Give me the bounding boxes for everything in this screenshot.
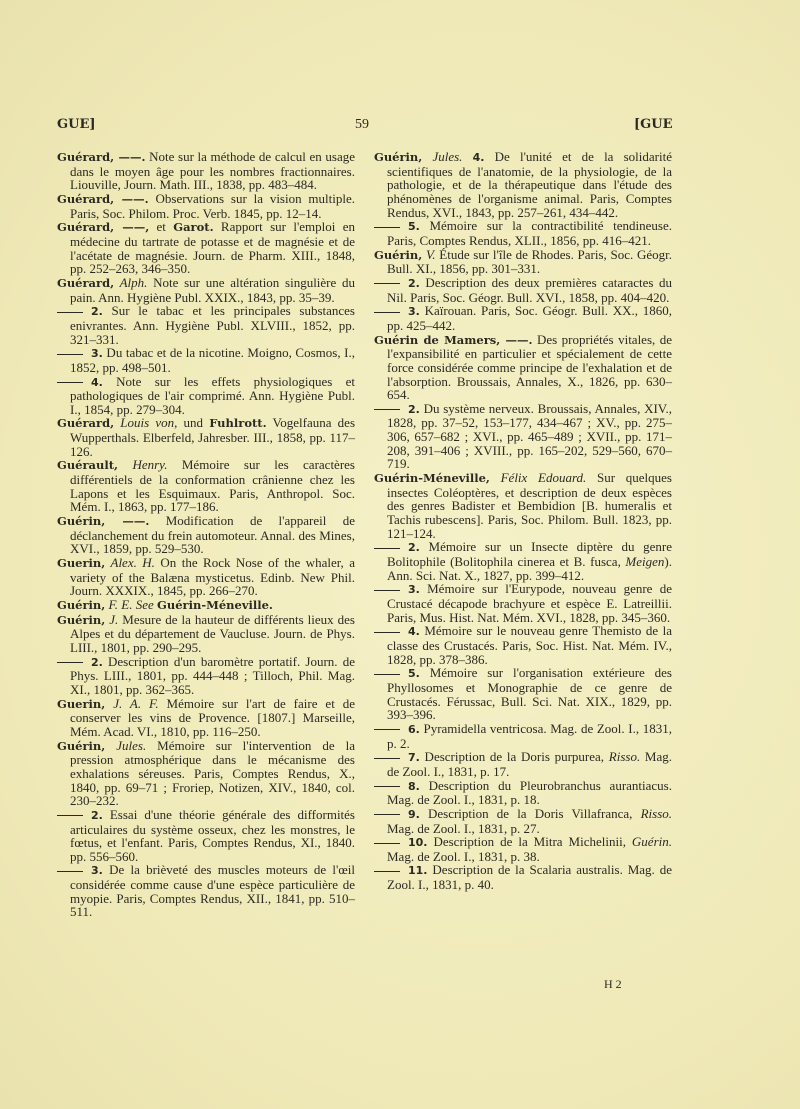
bibliography-entry	[57, 220, 355, 276]
ditto-rule	[374, 312, 400, 313]
bibliography-entry	[374, 666, 672, 722]
entry-text: On the Rock Nose of the whaler, a variety of the Balæna mysticetus. Edinb. New Phil. Journ. XXXIX., 1845, pp. 266–270.	[70, 555, 355, 599]
right-column	[374, 150, 672, 892]
author-name: Guérard,	[57, 416, 115, 431]
author-name: Guérin,	[374, 150, 423, 164]
entry-number: 7.	[408, 751, 420, 765]
bibliography-entry	[374, 304, 672, 332]
entry-text: et	[149, 219, 174, 235]
bibliography-entry	[57, 808, 355, 864]
author-name: Guérard, ——.	[57, 191, 149, 206]
entry-number: 2.	[91, 808, 103, 822]
italic-text: Jules.	[105, 737, 147, 753]
ditto-rule	[374, 227, 400, 228]
bibliography-entry	[374, 276, 672, 304]
entry-number: 8.	[408, 779, 420, 793]
bibliography-entry	[374, 722, 672, 750]
bibliography-entry	[57, 739, 355, 808]
entry-text: Des propriétés vitales, de l'expansibilité en particulier et spécialement de cette force considérée comme principe de l'exhalation et de l'absorption. Broussais, Annales, X., 1826, pp. 630–654.	[387, 331, 672, 403]
italic-text: Risso.	[640, 805, 672, 821]
author-name: Guérard, ——.	[57, 150, 146, 164]
entry-number: 2.	[408, 276, 420, 290]
bibliography-entry	[374, 779, 672, 807]
entry-text: Modification de l'appareil de déclanchement du frein automoteur. Annal. des Mines, XVI., 1859, pp. 529–530.	[70, 513, 355, 557]
italic-text: Henry.	[118, 457, 168, 473]
entry-text: Mémoire sur un Insecte diptère du genre Bolitophile (Bolitophila cinerea et B. fusca,	[387, 539, 672, 570]
bibliography-entry	[374, 402, 672, 471]
author-name: Guérin, ——.	[57, 514, 150, 529]
entry-text: Description d'un baromètre portatif. Journ. de Phys. LIII., 1801, pp. 444–448 ; Tilloch, Phil. Mag. XI., 1801, pp. 362–365.	[70, 653, 355, 697]
entry-text: Mémoire sur la contractibilité tendineuse. Paris, Comptes Rendus, XLII., 1856, pp. 416–421.	[387, 218, 672, 248]
bibliography-entry	[374, 835, 672, 863]
ditto-rule	[374, 843, 400, 844]
bibliography-entry	[374, 150, 672, 219]
entry-text: Mémoire sur l'organisation extérieure des Phyllosomes et Monographie de ce genre de Crustacés. Férussac, Bull. Sci. Nat. XIX., 1829, pp. 393–396.	[387, 665, 672, 723]
bibliography-entry	[374, 333, 672, 402]
bibliography-entry	[374, 624, 672, 666]
page-number: 59	[355, 117, 369, 132]
entry-number: 5.	[408, 667, 420, 681]
italic-text: F. E. See	[105, 597, 158, 612]
entry-text: Description de la Scalaria australis. Mag. de Zool. I., 1831, p. 40.	[387, 862, 672, 893]
entry-text: De la brièveté des muscles moteurs de l'œil considérée comme cause d'une espèce particulière de myopie. Paris, Comptes Rendus, XII., 1841, pp. 510–511.	[70, 862, 355, 920]
bibliography-entry	[374, 863, 672, 891]
bibliography-entry	[57, 375, 355, 417]
author-name: Guerin,	[57, 696, 106, 711]
entry-number: 4.	[408, 625, 420, 639]
entry-text: und	[177, 415, 210, 431]
entry-text: Description de la Doris purpurea,	[419, 749, 609, 765]
author-name: Guérin,	[57, 612, 106, 627]
author-name: Guérin,	[57, 738, 106, 753]
running-head-left: GUE]	[57, 117, 96, 132]
author-name: Guérard, ——,	[57, 220, 150, 235]
entry-number: 4.	[472, 151, 485, 164]
italic-text: Alph.	[114, 274, 148, 290]
entry-number: 10.	[408, 836, 428, 850]
entry-text: Description de la Mitra Michelinii,	[427, 834, 632, 850]
entry-text: Description des deux premières cataractes du Nil. Paris, Soc. Géogr. Bull. XVI., 1858, pp. 404–420.	[387, 274, 672, 305]
ditto-rule	[374, 590, 400, 591]
bibliography-entry	[57, 346, 355, 374]
ditto-rule	[57, 815, 83, 816]
entry-number: 3.	[408, 583, 420, 597]
entry-text: Mémoire sur les caractères différentiels de la conformation crânienne chez les Lapons et les Esquimaux. Paris, Anthropol. Soc. Mém. I., 1863, pp. 177–186.	[70, 457, 355, 515]
entry-text: Note sur une altération singulière du pain. Ann. Hygiène Publ. XXIX., 1843, pp. 35–39.	[70, 274, 355, 305]
bibliography-entry	[374, 582, 672, 624]
italic-text: Félix Edouard.	[489, 470, 587, 486]
bibliography-entry	[374, 540, 672, 582]
author-name: Guérault,	[57, 458, 119, 473]
entry-number: 2.	[91, 655, 103, 669]
bibliography-entry	[57, 598, 355, 613]
bibliography-entry	[57, 863, 355, 919]
entry-text: Mag. de Zool. I., 1831, p. 27.	[387, 820, 540, 836]
italic-text: Meigen	[625, 554, 665, 570]
entry-text: Mémoire sur l'intervention de la pression atmosphérique dans le mécanisme des exhalations séreuses. Paris, Comptes Rendus, X., 1840, pp. 69–71 ; Froriep, Notizen, XIV., 1840, col. 230–232.	[70, 737, 355, 809]
running-head-right: [GUE	[634, 117, 673, 132]
author-name: Guérin de Mamers, ——.	[374, 332, 533, 347]
bibliography-entry	[57, 556, 355, 598]
entry-text: De l'unité et de la solidarité scientifiques de l'anatomie, de la physiologie, de la pathologie, et de la thérapeutique dans l'étude des phénomènes de l'organisme animal. Paris, Comptes Rendus, XVI., 1843, pp. 257–261, 434–442.	[387, 149, 672, 220]
entry-number: 11.	[408, 864, 428, 878]
author-name: Guérard,	[57, 275, 115, 290]
author-name: Guérin,	[57, 598, 106, 612]
entry-number: 3.	[408, 305, 420, 319]
left-column	[57, 150, 355, 919]
entry-text: Mémoire sur l'art de faire et de conserver les vins de Provence. [1807.] Marseille, Mém. Acad. VI., 1810, pp. 116–250.	[70, 695, 356, 739]
ditto-rule	[374, 871, 400, 872]
entry-text: Pyramidella ventricosa. Mag. de Zool. I., 1831, p. 2.	[387, 720, 672, 751]
ditto-rule	[374, 814, 400, 815]
bibliography-entry	[374, 471, 672, 540]
ditto-rule	[57, 662, 83, 663]
author-name: Garot.	[173, 220, 214, 235]
entry-text: Essai d'une théorie générale des difformités articulaires du système osseux, chez les monstres, le fœtus, et l'enfant. Paris, Comptes Rendus, XI., 1840. pp. 556–560.	[70, 806, 355, 864]
bibliography-entry	[374, 807, 672, 835]
bibliography-entry	[374, 219, 672, 247]
entry-text: Mémoire sur le nouveau genre Themisto de la classe des Crustacés. Paris, Soc. Hist. Nat. Mém. IV., 1828, pp. 378–386.	[387, 623, 672, 667]
bibliography-entry	[374, 248, 672, 276]
entry-text: ). Ann. Sci. Nat. X., 1827, pp. 399–412.	[387, 554, 672, 583]
bibliography-entry	[57, 192, 355, 220]
italic-text: Jules.	[422, 149, 463, 164]
ditto-rule	[374, 283, 400, 284]
entry-text: Note sur la méthode de calcul en usage dans le moyen âge pour les nombres fractionnaires. Liouville, Journ. Math. III., 1838, pp. 483–484.	[70, 149, 355, 193]
entry-text: Mémoire sur l'Eurypode, nouveau genre de Crustacé décapode brachyure et espèce E. Latreillii. Paris, Mus. Hist. Nat. Mém. XVI., 1828, pp. 345–360.	[387, 581, 672, 625]
author-name: Guérin-Méneville,	[374, 471, 490, 486]
italic-text: J. A. F.	[105, 695, 159, 711]
bibliography-entry	[57, 416, 355, 458]
entry-text: Étude sur l'île de Rhodes. Paris, Soc. Géogr. Bull. XI., 1856, pp. 301–331.	[387, 246, 673, 277]
ditto-rule	[57, 382, 83, 383]
italic-text: Louis von,	[114, 415, 178, 431]
bibliography-entry	[57, 655, 355, 697]
bibliography-entry	[57, 276, 355, 304]
ditto-rule	[374, 758, 400, 759]
signature-mark: H 2	[604, 977, 622, 991]
entry-number: 2.	[408, 541, 420, 555]
entry-text: Mag. de Zool. I., 1831, p. 17.	[387, 749, 672, 779]
ditto-rule	[374, 548, 400, 549]
author-name: Fuhlrott.	[209, 416, 267, 431]
entry-text: Observations sur la vision multiple. Paris, Soc. Philom. Proc. Verb. 1845, pp. 12–14.	[70, 190, 355, 221]
entry-text: Description de la Doris Villafranca,	[419, 805, 641, 821]
entry-text: Kaïrouan. Paris, Soc. Géogr. Bull. XX., 1860, pp. 425–442.	[387, 303, 672, 333]
entry-number: 3.	[91, 347, 103, 361]
bibliography-entry	[57, 697, 355, 739]
italic-text: V.	[422, 246, 436, 262]
italic-text: J.	[105, 611, 119, 627]
ditto-rule	[374, 409, 400, 410]
ditto-rule	[374, 632, 400, 633]
ditto-rule	[374, 674, 400, 675]
entry-text	[462, 149, 472, 164]
entry-text: Description du Pleurobranchus aurantiacus. Mag. de Zool. I., 1831, p. 18.	[387, 777, 672, 808]
ditto-rule	[57, 354, 83, 355]
entry-number: 2.	[91, 305, 103, 319]
entry-text: Sur le tabac et les principales substances enivrantes. Ann. Hygiène Publ. XLVIII., 1852, pp. 321–331.	[70, 303, 355, 347]
bibliography-entry	[374, 750, 672, 778]
author-name: Guérin-Méneville.	[157, 598, 273, 612]
entry-number: 5.	[408, 220, 420, 234]
entry-text: Sur quelques insectes Coléoptères, et description de deux espèces des genres Badister et Bembidion [B. humeralis et Tachis rubescens]. Paris, Soc. Philom. Bull. 1823, pp. 121–124.	[387, 470, 672, 541]
entry-text: Note sur les effets physiologiques et pathologiques de l'air comprimé. Ann. Hygiène Publ. I., 1854, pp. 279–304.	[70, 373, 355, 417]
italic-text: Alex. H.	[105, 555, 155, 571]
bibliography-entry	[57, 150, 355, 192]
entry-text: Rapport sur l'emploi en médecine du tartrate de potasse et de magnésie et de l'acétate de magnésie. Journ. de Pharm. XIII., 1848, pp. 252–263, 346–350.	[70, 219, 355, 277]
entry-number: 9.	[408, 807, 420, 821]
author-name: Guérin,	[374, 247, 423, 262]
ditto-rule	[57, 312, 83, 313]
italic-text: Guérin.	[631, 834, 672, 850]
bibliography-entry	[57, 613, 355, 655]
entry-number: 4.	[91, 375, 103, 389]
bibliography-entry	[57, 304, 355, 346]
bibliography-entry	[57, 458, 355, 514]
entry-text: Du système nerveux. Broussais, Annales, XIV., 1828, pp. 37–52, 153–177, 434–467 ; XV., pp. 275–306, 657–682 ; XVI., pp. 465–489 ; XVII., pp. 171–208, 391–406 ; XVIII., pp. 165–202, 529–560, 670–719.	[387, 400, 672, 472]
author-name: Guerin,	[57, 556, 106, 571]
entry-number: 2.	[408, 402, 420, 416]
entry-text: Mesure de la hauteur de différents lieux des Alpes et du département de Vaucluse. Journ. de Phys. LIII., 1801, pp. 290–295.	[70, 611, 355, 655]
ditto-rule	[57, 871, 83, 872]
entry-text: Mag. de Zool. I., 1831, p. 38.	[387, 848, 540, 864]
bibliography-entry	[57, 514, 355, 556]
entry-number: 3.	[91, 864, 103, 878]
ditto-rule	[374, 786, 400, 787]
italic-text: Risso.	[608, 749, 641, 765]
entry-text: Vogelfauna des Wupperthals. Elberfeld, Jahresber. III., 1858, pp. 117–126.	[70, 415, 356, 459]
entry-number: 6.	[408, 722, 420, 736]
entry-text: Du tabac et de la nicotine. Moigno, Cosmos, I., 1852, pp. 498–501.	[70, 345, 355, 375]
ditto-rule	[374, 729, 400, 730]
